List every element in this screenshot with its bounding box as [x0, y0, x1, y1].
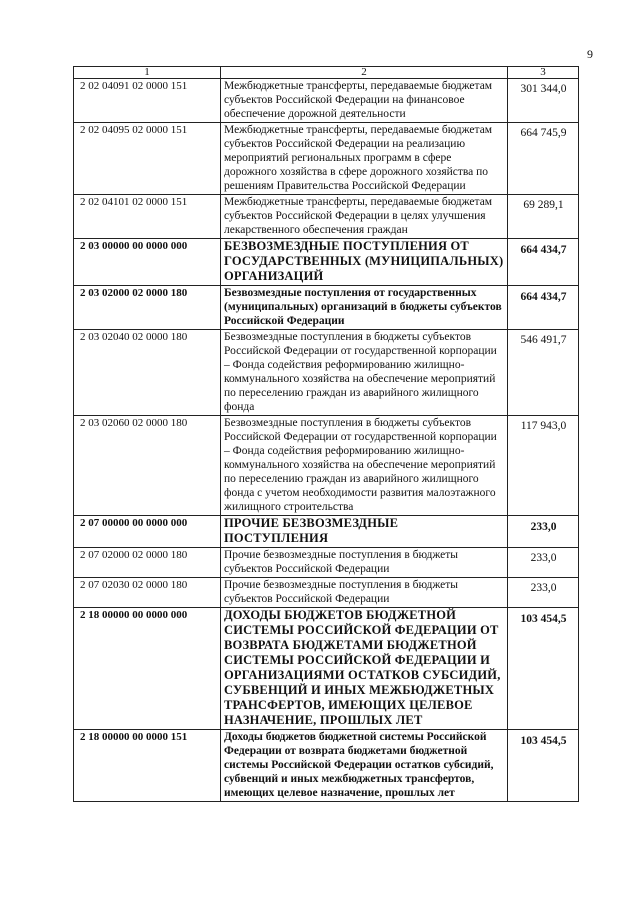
row-code-cell: 2 03 02000 02 0000 180: [74, 286, 221, 330]
row-code-cell: 2 18 00000 00 0000 151: [74, 730, 221, 802]
table-row: [74, 239, 579, 286]
row-name-cell: ПРОЧИЕ БЕЗВОЗМЕЗДНЫЕ ПОСТУПЛЕНИЯ: [221, 516, 508, 548]
column-header-name: 2: [221, 67, 508, 79]
row-name-cell: Безвозмездные поступления от государственных (муниципальных) организаций в бюджеты субъектов Российской Федерации: [221, 286, 508, 330]
row-name-cell: Прочие безвозмездные поступления в бюджеты субъектов Российской Федерации: [221, 548, 508, 578]
table-row: [74, 330, 579, 416]
table-row: [74, 286, 579, 330]
table-row: [74, 730, 579, 802]
row-code-cell: 2 02 04091 02 0000 151: [74, 79, 221, 123]
column-header-code: 1: [74, 67, 221, 79]
row-name-cell: Безвозмездные поступления в бюджеты субъектов Российской Федерации от государственной корпорации – Фонда содействия реформированию жилищно-коммунального хозяйства на обеспечение мероприятий по переселению граждан из аварийного жилищного фонда с учетом необходимости развития малоэтажного жилищного строительства: [221, 416, 508, 516]
row-amount-cell: 117 943,0: [508, 416, 579, 516]
row-amount-cell: 233,0: [508, 516, 579, 548]
row-code-cell: 2 03 02060 02 0000 180: [74, 416, 221, 516]
row-amount-cell: 103 454,5: [508, 608, 579, 730]
row-amount-cell: 233,0: [508, 578, 579, 608]
row-amount-cell: 233,0: [508, 548, 579, 578]
row-amount-cell: 546 491,7: [508, 330, 579, 416]
row-code-cell: 2 03 02040 02 0000 180: [74, 330, 221, 416]
table-row: [74, 516, 579, 548]
row-amount-cell: 664 434,7: [508, 239, 579, 286]
row-code-cell: 2 07 00000 00 0000 000: [74, 516, 221, 548]
row-name-cell: Межбюджетные трансферты, передаваемые бюджетам субъектов Российской Федерации на финансовое обеспечение дорожной деятельности: [221, 79, 508, 123]
table-row: [74, 548, 579, 578]
row-amount-cell: 664 745,9: [508, 123, 579, 195]
table-row: [74, 608, 579, 730]
row-amount-cell: 301 344,0: [508, 79, 579, 123]
row-code-cell: 2 02 04101 02 0000 151: [74, 195, 221, 239]
table-row: [74, 123, 579, 195]
table-row: [74, 416, 579, 516]
table-row: [74, 79, 579, 123]
row-code-cell: 2 07 02030 02 0000 180: [74, 578, 221, 608]
row-amount-cell: 69 289,1: [508, 195, 579, 239]
row-amount-cell: 103 454,5: [508, 730, 579, 802]
row-name-cell: Межбюджетные трансферты, передаваемые бюджетам субъектов Российской Федерации в целях улучшения лекарственного обеспечения граждан: [221, 195, 508, 239]
page-number: 9: [587, 47, 593, 61]
row-code-cell: 2 03 00000 00 0000 000: [74, 239, 221, 286]
column-header-amount: 3: [508, 67, 579, 79]
row-amount-cell: 664 434,7: [508, 286, 579, 330]
row-name-cell: Безвозмездные поступления в бюджеты субъектов Российской Федерации от государственной корпорации – Фонда содействия реформированию жилищно-коммунального хозяйства на обеспечение мероприятий по переселению граждан из аварийного жилищного фонда: [221, 330, 508, 416]
table-header-row: [74, 67, 579, 79]
row-name-cell: БЕЗВОЗМЕЗДНЫЕ ПОСТУПЛЕНИЯ ОТ ГОСУДАРСТВЕННЫХ (МУНИЦИПАЛЬНЫХ) ОРГАНИЗАЦИЙ: [221, 239, 508, 286]
table-row: [74, 195, 579, 239]
row-name-cell: Доходы бюджетов бюджетной системы Российской Федерации от возврата бюджетами бюджетной системы Российской Федерации остатков субсидий, субвенций и иных межбюджетных трансфертов, имеющих целевое назначение, прошлых лет: [221, 730, 508, 802]
row-name-cell: Прочие безвозмездные поступления в бюджеты субъектов Российской Федерации: [221, 578, 508, 608]
row-code-cell: 2 18 00000 00 0000 000: [74, 608, 221, 730]
row-name-cell: ДОХОДЫ БЮДЖЕТОВ БЮДЖЕТНОЙ СИСТЕМЫ РОССИЙСКОЙ ФЕДЕРАЦИИ ОТ ВОЗВРАТА БЮДЖЕТАМИ БЮДЖЕТНОЙ СИСТЕМЫ РОССИЙСКОЙ ФЕДЕРАЦИИ И ОРГАНИЗАЦИЯМИ ОСТАТКОВ СУБСИДИЙ, СУБВЕНЦИЙ И ИНЫХ МЕЖБЮДЖЕТНЫХ ТРАНСФЕРТОВ, ИМЕЮЩИХ ЦЕЛЕВОЕ НАЗНАЧЕНИЕ, ПРОШЛЫХ ЛЕТ: [221, 608, 508, 730]
row-code-cell: 2 02 04095 02 0000 151: [74, 123, 221, 195]
revenue-table: [73, 66, 579, 802]
row-name-cell: Межбюджетные трансферты, передаваемые бюджетам субъектов Российской Федерации на реализацию мероприятий региональных программ в сфере дорожного хозяйства в сфере дорожного хозяйства по решениям Правительства Российской Федерации: [221, 123, 508, 195]
row-code-cell: 2 07 02000 02 0000 180: [74, 548, 221, 578]
table-row: [74, 578, 579, 608]
